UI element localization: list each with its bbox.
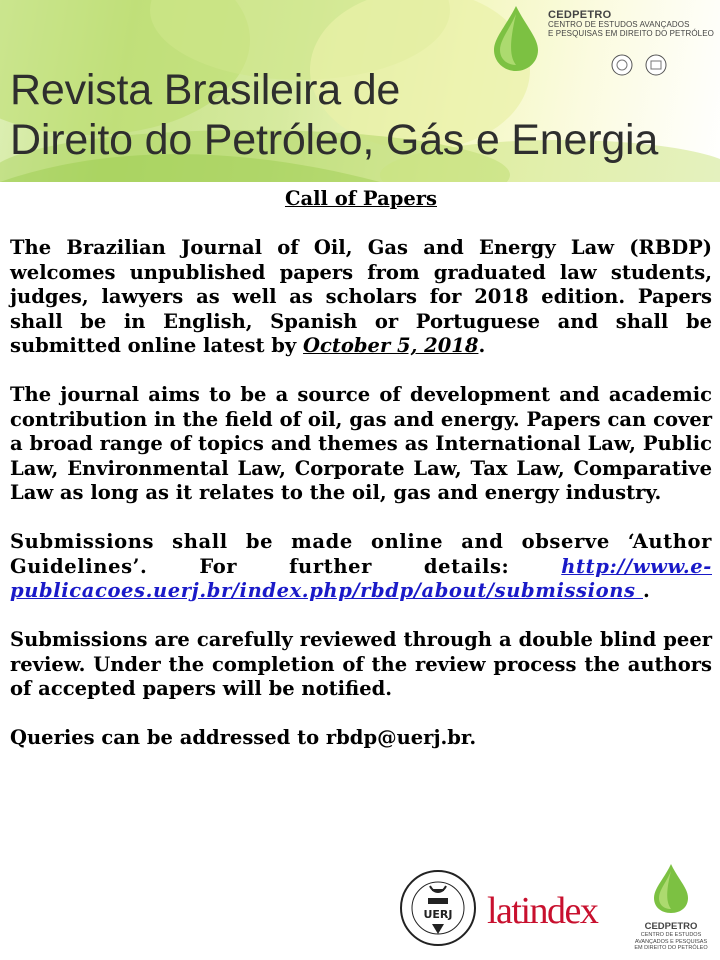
paragraph-queries: Queries can be addressed to rbdp@uerj.br. bbox=[10, 726, 477, 749]
journal-title-line-1: Revista Brasileira de bbox=[10, 66, 401, 114]
org-name: CEDPETRO bbox=[548, 9, 612, 21]
org-subtitle-1: CENTRO DE ESTUDOS AVANÇADOS bbox=[548, 20, 690, 30]
header-banner bbox=[0, 0, 720, 182]
org-subtitle-2: E PESQUISAS EM DIREITO DO PETRÓLEO bbox=[548, 28, 714, 38]
uerj-seal-logo bbox=[398, 868, 478, 948]
latindex-logo: latindex bbox=[487, 890, 598, 932]
call-for-papers-body bbox=[10, 187, 712, 775]
cedpetro-footer-name: CEDPETRO bbox=[644, 921, 698, 932]
submissions-end: . bbox=[643, 579, 651, 602]
cedpetro-header-text bbox=[548, 9, 714, 39]
deadline-date: October 5, 2018 bbox=[303, 334, 479, 357]
journal-title-line-2: Direito do Petróleo, Gás e Energia bbox=[10, 116, 659, 164]
cedpetro-drop-logo bbox=[486, 4, 546, 74]
submissions-text: Submissions shall be made online and observe ‘Author Guidelines’. For further details: bbox=[10, 530, 712, 578]
cedpetro-footer-logo bbox=[630, 862, 712, 952]
submissions-link[interactable]: http://www.e-publicacoes.uerj.br/index.php/rbdp/about/submissions bbox=[10, 554, 712, 602]
paragraph-review: Submissions are carefully reviewed through a double blind peer review. Under the completion of the review process the authors of accepted papers will be notified. bbox=[10, 628, 712, 700]
paragraph-aims: The journal aims to be a source of development and academic contribution in the field of oil, gas and energy. Papers can cover a broad range of topics and themes as International Law, Public Law, Environmental Law, Corporate Law, Tax Law, Comparative Law as long as it relates to the oil, gas and energy industry. bbox=[10, 383, 712, 504]
seal-icon bbox=[611, 54, 633, 76]
paragraph-intro bbox=[10, 236, 712, 359]
paragraph-submissions bbox=[10, 530, 712, 604]
cedpetro-footer-subtitle: CENTRO DE ESTUDOS AVANÇADOS E PESQUISAS EM DIREITO DO PETRÓLEO bbox=[634, 932, 708, 951]
seal-icon bbox=[645, 54, 667, 76]
uerj-label: UERJ bbox=[423, 908, 453, 921]
cedpetro-drop-icon bbox=[649, 862, 693, 914]
intro-end: . bbox=[478, 334, 486, 357]
intro-text: The Brazilian Journal of Oil, Gas and Energy Law (RBDP) welcomes unpublished papers from graduated law students, judges, lawyers as well as scholars for 2018 edition. Papers shall be in English, Spanish or Portuguese and shall be submitted online latest by bbox=[10, 236, 712, 357]
page-title: Call of Papers bbox=[284, 187, 437, 210]
